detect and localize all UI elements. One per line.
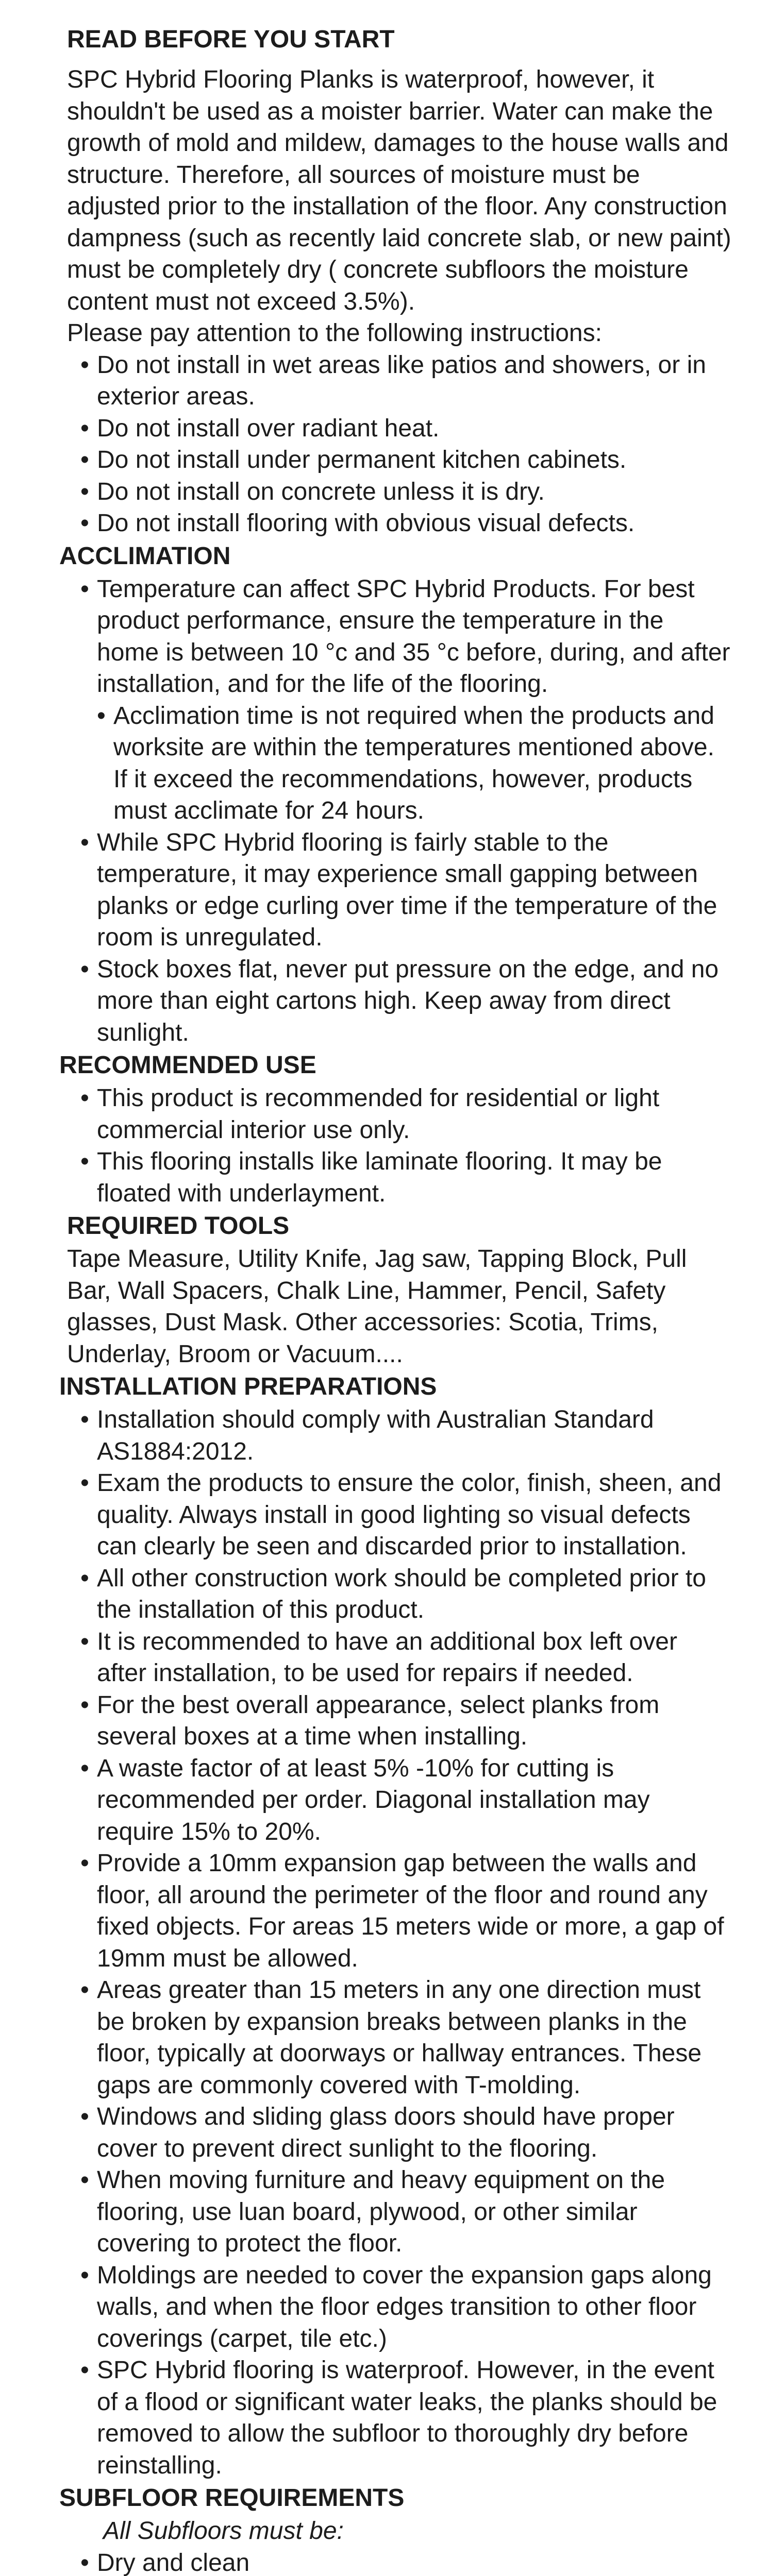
installation-preparations-heading: INSTALLATION PREPARATIONS [59, 1373, 437, 1400]
list-item: • Exam the products to ensure the color, finish, sheen, and quality. Always install in good lighting so visual defects can clearly be seen and discarded prior to installation. [97, 1467, 732, 1563]
list-item: • All other construction work should be completed prior to the installation of this product. [97, 1563, 732, 1626]
acclimation-sublist [113, 700, 732, 827]
preparations-list [97, 1404, 732, 2481]
list-item: • Do not install on concrete unless it is dry. [97, 476, 732, 508]
list-item: • Do not install under permanent kitchen cabinets. [97, 444, 732, 476]
list-item: • When moving furniture and heavy equipment on the flooring, use luan board, plywood, or other similar covering to protect the floor. [97, 2164, 732, 2260]
list-item: • Provide a 10mm expansion gap between the walls and floor, all around the perimeter of the floor and round any fixed objects. For areas 15 meters wide or more, a gap of 19mm must be allowed. [97, 1848, 732, 1974]
subfloor-list [97, 2547, 732, 2576]
intro-paragraph: SPC Hybrid Flooring Planks is waterproof, however, it shouldn't be used as a moister barrier. Water can make the growth of mold and mildew, damages to the house walls and structure. Therefore, all sources of moisture must be adjusted prior to the installation of the floor. Any construction dampness (such as recently laid concrete slab, or new paint) must be completely dry ( concrete subfloors the moisture content must not exceed 3.5%). [67, 66, 731, 315]
required-tools-text: Tape Measure, Utility Knife, Jag saw, Tapping Block, Pull Bar, Wall Spacers, Chalk Line, Hammer, Pencil, Safety glasses, Dust Mask. Other accessories: Scotia, Trims, Underlay, Broom or Vacuum.... [67, 1245, 687, 1368]
recommended-use-list [97, 1082, 732, 1209]
list-item: • While SPC Hybrid flooring is fairly stable to the temperature, it may experience small gapping between planks or edge curling over time if the temperature of the room is unregulated. [97, 827, 732, 954]
list-item: • Stock boxes flat, never put pressure on the edge, and no more than eight cartons high. Keep away from direct sunlight. [97, 954, 732, 1049]
subfloor-requirements-heading: SUBFLOOR REQUIREMENTS [59, 2484, 405, 2512]
list-item: • Temperature can affect SPC Hybrid Products. For best product performance, ensure the temperature in the home is between 10 °c and 35 °c before, during, and after installation, and for the life of the flooring. [97, 573, 732, 700]
list-item: • Installation should comply with Australian Standard AS1884:2012. [97, 1404, 732, 1467]
list-item: • Moldings are needed to cover the expansion gaps along walls, and when the floor edges transition to other floor coverings (carpet, tile etc.) [97, 2260, 732, 2355]
list-item: • Dry and clean [97, 2547, 732, 2576]
list-item: • Windows and sliding glass doors should have proper cover to prevent direct sunlight to the flooring. [97, 2101, 732, 2164]
instruction-list [97, 349, 732, 539]
acclimation-list-continued [97, 827, 732, 1049]
list-item: • Acclimation time is not required when the products and worksite are within the temperatures mentioned above. If it exceed the recommendations, however, products must acclimate for 24 hours. [113, 700, 732, 827]
required-tools-heading: REQUIRED TOOLS [67, 1212, 290, 1240]
list-item: • Areas greater than 15 meters in any one direction must be broken by expansion breaks between planks in the floor, typically at doorways or hallway entrances. These gaps are commonly covered with T-molding. [97, 1974, 732, 2101]
acclimation-list [97, 573, 732, 700]
acclimation-heading: ACCLIMATION [59, 542, 231, 570]
list-item: • Do not install in wet areas like patios and showers, or in exterior areas. [97, 349, 732, 413]
page-title: READ BEFORE YOU START [67, 26, 395, 53]
attention-line: Please pay attention to the following instructions: [67, 319, 602, 347]
list-item: • Do not install over radiant heat. [97, 413, 732, 445]
list-item: • For the best overall appearance, select planks from several boxes at a time when installing. [97, 1689, 732, 1753]
list-item: • A waste factor of at least 5% -10% for cutting is recommended per order. Diagonal installation may require 15% to 20%. [97, 1753, 732, 1848]
list-item: • This product is recommended for residential or light commercial interior use only. [97, 1082, 732, 1146]
recommended-use-heading: RECOMMENDED USE [59, 1052, 316, 1079]
all-subfloors-label: All Subfloors must be: [103, 2517, 344, 2545]
list-item: • Do not install flooring with obvious visual defects. [97, 507, 732, 539]
list-item: • It is recommended to have an additional box left over after installation, to be used for repairs if needed. [97, 1626, 732, 1689]
list-item: • SPC Hybrid flooring is waterproof. However, in the event of a flood or significant water leaks, the planks should be removed to allow the subfloor to thoroughly dry before reinstalling. [97, 2354, 732, 2481]
list-item: • This flooring installs like laminate flooring. It may be floated with underlayment. [97, 1146, 732, 1209]
